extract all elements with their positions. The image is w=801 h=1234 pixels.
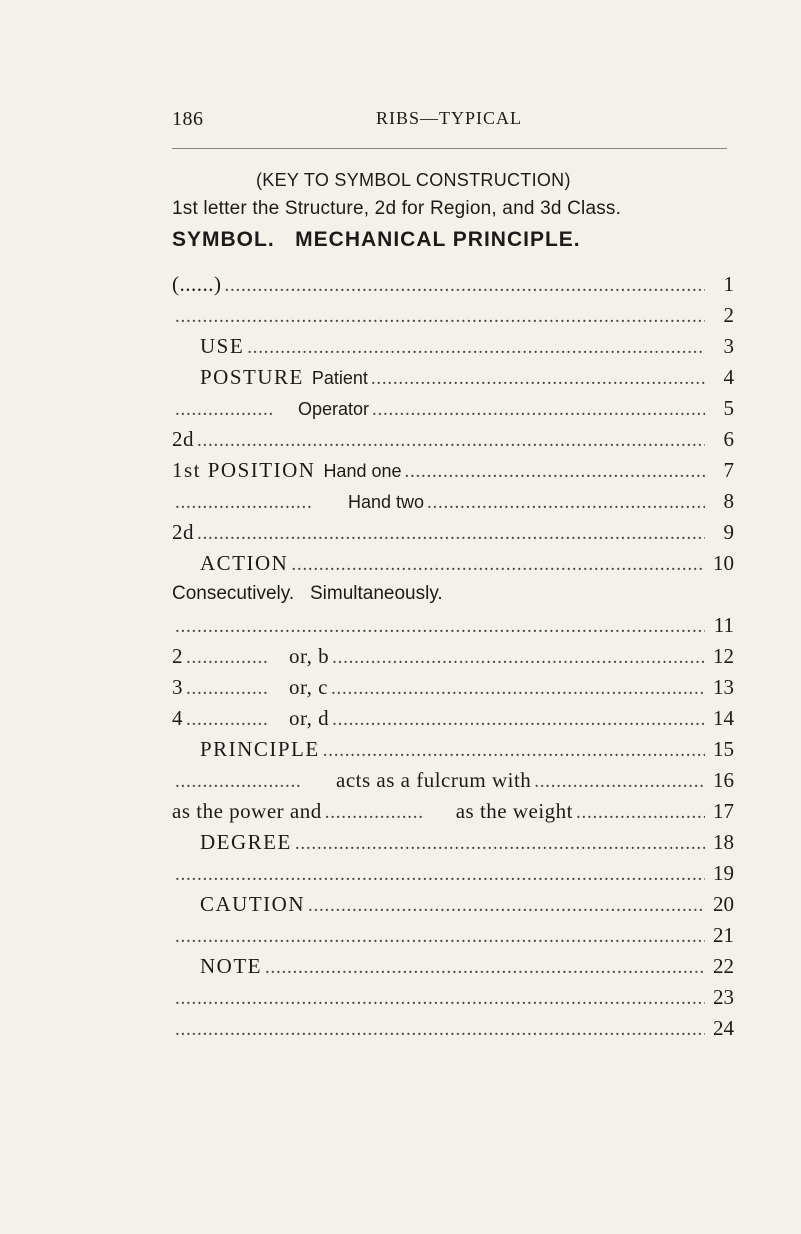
leader-dots: [175, 923, 705, 951]
entry-row: [172, 518, 734, 546]
entry-row: [172, 735, 734, 763]
leader-dots: [371, 365, 705, 393]
entry-row: [172, 952, 734, 980]
entry-row: [172, 1014, 734, 1042]
entry-label: DEGREE: [200, 830, 292, 854]
leader-dots: [197, 520, 705, 548]
entry-row: [172, 425, 734, 453]
entry-row: [172, 921, 734, 949]
leader-dots: [323, 737, 705, 765]
entry-label: 2: [172, 644, 183, 668]
entry-label: Operator: [298, 399, 370, 419]
leader-dots: . . . . . . . . . . . . . . .: [186, 709, 266, 730]
entry-number: 3: [723, 334, 734, 358]
entry-row: [172, 859, 734, 887]
key-title: (KEY TO SYMBOL CONSTRUCTION): [256, 170, 571, 190]
entry-label: as the power and: [172, 799, 322, 823]
entry-sublabel: or, c: [289, 675, 328, 699]
running-head: RIBS—TYPICAL: [376, 108, 523, 128]
entry-number: 9: [723, 520, 734, 544]
entry-number: 1: [723, 272, 734, 296]
entry-number: 24: [713, 1016, 734, 1040]
leader-dots: . . . . . . . . . . . . . . . . . .: [175, 399, 272, 420]
entry-row: [172, 363, 734, 391]
entry-label: POSTURE: [200, 365, 304, 389]
entry-number: 14: [713, 706, 734, 730]
entry-label: 1st POSITION: [172, 458, 316, 482]
entry-number: 6: [723, 427, 734, 451]
leader-dots: [534, 768, 705, 796]
entry-number: 15: [713, 737, 734, 761]
entry-label: 2d: [172, 427, 194, 451]
entry-number: 19: [713, 861, 734, 885]
entry-label: 2d: [172, 520, 194, 544]
entry-label: NOTE: [200, 954, 262, 978]
entry-row: [172, 642, 734, 670]
leader-dots: [175, 303, 705, 331]
entry-number: 20: [713, 892, 734, 916]
entry-label: 4: [172, 706, 183, 730]
leader-dots: [225, 272, 706, 300]
entry-row: [172, 983, 734, 1011]
leader-dots: [175, 613, 705, 641]
entry-row: [172, 549, 734, 577]
entry-row: [172, 766, 734, 794]
leader-dots: . . . . . . . . . . . . . . . . . . . . . . .: [175, 771, 299, 792]
entry-number: 17: [713, 799, 734, 823]
leader-dots: . . . . . . . . . . . . . . . . . . . . . . . . .: [175, 492, 310, 513]
entry-number: 7: [723, 458, 734, 482]
subheading-row: [172, 580, 734, 608]
leader-dots: [427, 489, 705, 517]
entry-row: [172, 456, 734, 484]
page-header: [172, 108, 732, 138]
entry-sublabel: or, b: [289, 644, 330, 668]
entry-row: [172, 301, 734, 329]
leader-dots: [247, 334, 705, 362]
page-number: 186: [172, 108, 204, 130]
entry-number: 10: [713, 551, 734, 575]
entry-number: 16: [713, 768, 734, 792]
entry-number: 12: [713, 644, 734, 668]
entry-label: Hand two: [348, 492, 425, 512]
entry-row: [172, 394, 734, 422]
leader-dots: . . . . . . . . . . . . . . .: [186, 678, 266, 699]
leader-dots: [291, 551, 705, 579]
entry-label: USE: [200, 334, 245, 358]
leader-dots: [175, 985, 705, 1013]
entry-label: CAUTION: [200, 892, 305, 916]
header-rule: [172, 148, 727, 149]
entry-label: Consecutively. Simultaneously.: [172, 583, 443, 604]
leader-dots: [576, 799, 705, 827]
entry-row: [172, 487, 734, 515]
entry-number: 22: [713, 954, 734, 978]
entry-row: [172, 828, 734, 856]
entry-label: 3: [172, 675, 183, 699]
key-intro: 1st letter the Structure, 2d for Region, and 3d Class.: [172, 198, 622, 219]
entry-number: 8: [723, 489, 734, 513]
leader-dots: [332, 644, 705, 672]
entry-label: acts as a fulcrum with: [336, 768, 532, 792]
entry-number: 2: [723, 303, 734, 327]
entry-number: 11: [713, 613, 734, 637]
leader-dots: [175, 861, 705, 889]
leader-dots: [405, 458, 705, 486]
entry-number: 4: [723, 365, 734, 389]
entry-number: 21: [713, 923, 734, 947]
entry-label: PRINCIPLE: [200, 737, 320, 761]
entry-row: [172, 890, 734, 918]
leader-dots: [308, 892, 705, 920]
entry-number: 13: [713, 675, 734, 699]
leader-dots: [331, 675, 705, 703]
entry-number: 5: [723, 396, 734, 420]
entry-row: [172, 611, 734, 639]
entry-row: [172, 332, 734, 360]
leader-dots: . . . . . . . . . . . . . . .: [186, 647, 266, 668]
leader-dots: [372, 396, 705, 424]
leader-dots: [175, 1016, 705, 1044]
leader-dots: [295, 830, 705, 858]
entry-sublabel: Patient: [311, 368, 368, 388]
entry-number: 18: [713, 830, 734, 854]
entry-row: [172, 704, 734, 732]
entry-number: 23: [713, 985, 734, 1009]
entry-sublabel: Hand one: [323, 461, 402, 481]
entry-label: (......): [172, 272, 222, 296]
entry-sublabel: as the weight: [455, 799, 574, 823]
column-headings: SYMBOL. MECHANICAL PRINCIPLE.: [172, 228, 581, 251]
entry-row: [172, 673, 734, 701]
leader-dots: [265, 954, 705, 982]
leader-dots: . . . . . . . . . . . . . . . . . .: [324, 802, 421, 823]
entry-sublabel: or, d: [289, 706, 330, 730]
entry-row: [172, 270, 734, 298]
leader-dots: [332, 706, 705, 734]
leader-dots: [197, 427, 705, 455]
entry-row: [172, 797, 734, 825]
entry-label: ACTION: [200, 551, 289, 575]
